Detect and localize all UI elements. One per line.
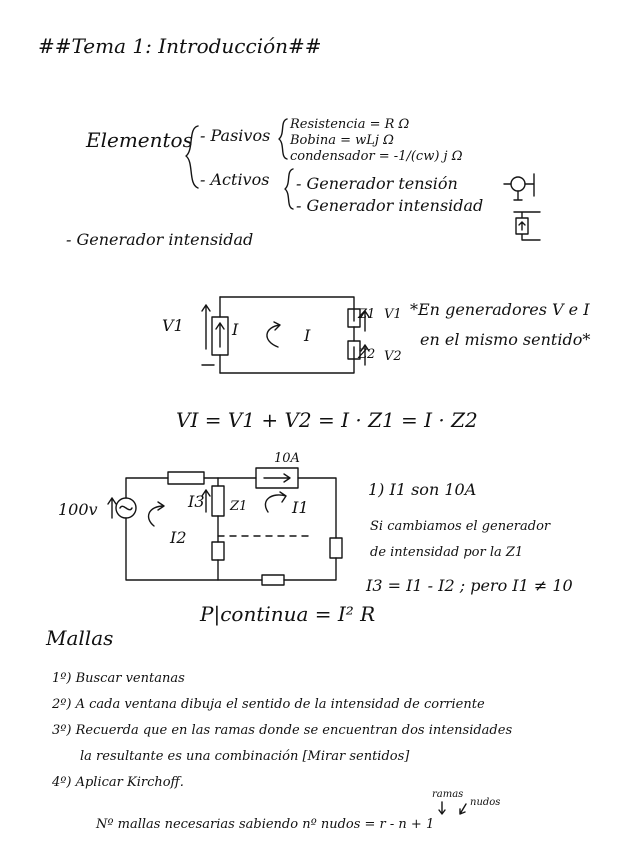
circuit1-note-line2: en el mismo sentido*	[420, 330, 591, 349]
circuit1-source-i-label: I	[232, 320, 239, 339]
circuit2-note-line3: de intensidad por la Z1	[370, 545, 524, 560]
circuit2-z1-label: Z1	[230, 499, 248, 514]
circuit2-note-line2: Si cambiamos el generador	[370, 519, 551, 534]
activos-brace	[282, 166, 296, 212]
mallas-heading: Mallas	[46, 626, 114, 650]
circuit2-source-current-label: 10A	[274, 451, 300, 466]
circuit1-mesh-i-label: I	[304, 326, 311, 345]
circuit1-z2-label: Z2	[358, 347, 376, 362]
circuit-2	[108, 456, 348, 586]
ramas-label: ramas	[432, 789, 464, 800]
circuit2-voltage-source-label: 100v	[58, 500, 98, 519]
elementos-brace	[182, 122, 202, 192]
pasivo-item-bobina: Bobina = wLj Ω	[290, 133, 394, 148]
mallas-step-2: 2º) A cada ventana dibuja el sentido de la intensidad de corriente	[52, 697, 485, 712]
circuit1-note-line1: *En generadores V e I	[410, 300, 590, 319]
pasivos-label: - Pasivos	[200, 126, 271, 145]
elementos-label: Elementos	[86, 128, 193, 152]
activo-item-tension: - Generador tensión	[296, 174, 458, 193]
mallas-step-3-continued: la resultante es una combinación [Mirar sentidos]	[80, 749, 410, 764]
generador-intensidad-heading: - Generador intensidad	[66, 230, 254, 249]
circuit2-i1-label: I1	[292, 498, 309, 517]
page-title: ##Tema 1: Introducción##	[38, 34, 322, 58]
pasivo-item-resistencia: Resistencia = R Ω	[290, 117, 410, 132]
circuit2-i3-label: I3	[188, 492, 205, 511]
source-symbols	[500, 170, 550, 250]
circuit1-v1-right-label: V1	[384, 307, 402, 322]
mallas-step-1: 1º) Buscar ventanas	[52, 671, 185, 686]
circuit1-v1-label: V1	[162, 316, 184, 335]
activos-label: - Activos	[200, 170, 270, 189]
circuit1-v2-right-label: V2	[384, 349, 402, 364]
activo-item-intensidad: - Generador intensidad	[296, 196, 484, 215]
circuit2-i2-label: I2	[170, 528, 187, 547]
mallas-step-3: 3º) Recuerda que en las ramas donde se encuentran dos intensidades	[52, 723, 513, 738]
mallas-step-4: 4º) Aplicar Kirchoff.	[52, 775, 184, 790]
circuit2-note-line4: I3 = I1 - I2 ; pero I1 ≠ 10	[366, 576, 573, 595]
power-formula: P|continua = I² R	[200, 602, 376, 626]
mallas-formula: Nº mallas necesarias sabiendo nº nudos = r - n + 1	[96, 817, 435, 832]
circuit-1	[150, 285, 360, 385]
circuit2-note-line1: 1) I1 son 10A	[368, 480, 477, 499]
pasivo-item-condensador: condensador = -1/(cw) j Ω	[290, 149, 463, 164]
nudos-label: nudos	[470, 797, 501, 808]
pasivos-brace	[276, 116, 290, 162]
equation-voltage: VI = V1 + V2 = I · Z1 = I · Z2	[176, 408, 478, 432]
circuit1-z1-label: Z1	[358, 307, 376, 322]
